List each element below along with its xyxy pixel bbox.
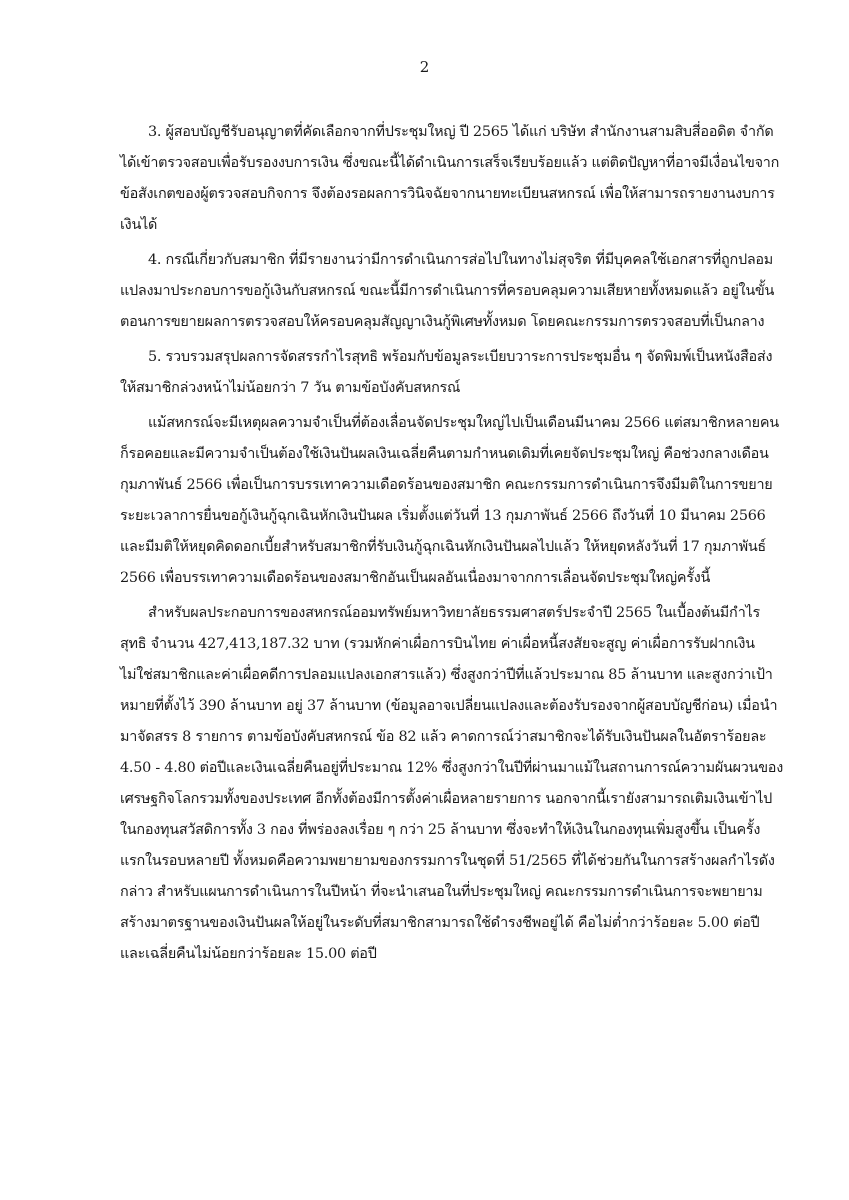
page-number: 2 [419, 58, 430, 76]
paragraph-member-fraud: 4. กรณีเกี่ยวกับสมาชิก ที่มีรายงานว่ามีการดำเนินการส่อไปในทางไม่สุจริต ที่มีบุคคลใช้เอกสารที่ถูกปลอมแปลงมาประกอบการขอกู้เงินกับสหกรณ์ ขณะนี้มีการดำเนินการที่ครอบคลุมความเสียหายทั้งหมดแล้ว อยู่ในขั้นตอนการขยายผลการตรวจสอบให้ครอบคลุมสัญญาเงินกู้พิเศษทั้งหมด โดยคณะกรรมการตรวจสอบที่เป็นกลาง [120, 252, 775, 330]
paragraph-auditor: 3. ผู้สอบบัญชีรับอนุญาตที่คัดเลือกจากที่ประชุมใหญ่ ปี 2565 ได้แก่ บริษัท สำนักงานสามสิบสี่ออดิต จำกัด ได้เข้าตรวจสอบเพื่อรับรองงบการเงิน ซึ่งขณะนี้ได้ดำเนินการเสร็จเรียบร้อยแล้ว แต่ติดปัญหาที่อาจมีเงื่อนไขจากข้อสังเกตของผู้ตรวจสอบกิจการ จึงต้องรอผลการวินิจฉัยจากนายทะเบียนสหกรณ์ เพื่อให้สามารถรายงานงบการเงินได้ [120, 124, 780, 233]
paragraph-meeting-postponement: แม้สหกรณ์จะมีเหตุผลความจำเป็นที่ต้องเลื่อนจัดประชุมใหญ่ไปเป็นเดือนมีนาคม 2566 แต่สมาชิกหลายคนก็รอคอยและมีความจำเป็นต้องใช้เงินปันผลเงินเฉลี่ยคืนตามกำหนดเดิมที่เคยจัดประชุมใหญ่ คือช่วงกลางเดือนกุมภาพันธ์ 2566 เพื่อเป็นการบรรเทาความเดือดร้อนของสมาชิก คณะกรรมการดำเนินการจึงมีมติในการขยายระยะเวลาการยื่นขอกู้เงินกู้ฉุกเฉินหักเงินปันผล เริ่มตั้งแต่วันที่ 13 กุมภาพันธ์ 2566 ถึงวันที่ 10 มีนาคม 2566 และมีมติให้หยุดคิดดอกเบี้ยสำหรับสมาชิกที่รับเงินกู้ฉุกเฉินหักเงินปันผลไปแล้ว ให้หยุดหลังวันที่ 17 กุมภาพันธ์ 2566 เพื่อบรรเทาความเดือดร้อนของสมาชิกอันเป็นผลอันเนื่องมาจากการเลื่อนจัดประชุมใหญ่ครั้งนี้ [120, 415, 779, 586]
paragraph-profit-allocation: 5. รวบรวมสรุปผลการจัดสรรกำไรสุทธิ พร้อมกับข้อมูลระเบียบวาระการประชุมอื่น ๆ จัดพิมพ์เป็นหนังสือส่งให้สมาชิกล่วงหน้าไม่น้อยกว่า 7 วัน ตามข้อบังคับสหกรณ์ [120, 349, 773, 396]
document-body [120, 117, 785, 970]
paragraph-annual-results: สำหรับผลประกอบการของสหกรณ์ออมทรัพย์มหาวิทยาลัยธรรมศาสตร์ประจำปี 2565 ในเบื้องต้นมีกำไรสุทธิ จำนวน 427,413,187.32 บาท (รวมหักค่าเผื่อการบินไทย ค่าเผื่อหนี้สงสัยจะสูญ ค่าเผื่อการรับฝากเงินไม่ใช่สมาชิกและค่าเผื่อคดีการปลอมแปลงเอกสารแล้ว) ซึ่งสูงกว่าปีที่แล้วประมาณ 85 ล้านบาท และสูงกว่าเป้าหมายที่ตั้งไว้ 390 ล้านบาท อยู่ 37 ล้านบาท (ข้อมูลอาจเปลี่ยนแปลงและต้องรับรองจากผู้สอบบัญชีก่อน) เมื่อนำมาจัดสรร 8 รายการ ตามข้อบังคับสหกรณ์ ข้อ 82 แล้ว คาดการณ์ว่าสมาชิกจะได้รับเงินปันผลในอัตราร้อยละ 4.50 - 4.80 ต่อปีและเงินเฉลี่ยคืนอยู่ที่ประมาณ 12% ซึ่งสูงกว่าในปีที่ผ่านมาแม้ในสถานการณ์ความผันผวนของเศรษฐกิจโลกรวมทั้งของประเทศ อีกทั้งต้องมีการตั้งค่าเผื่อหลายรายการ นอกจากนี้เรายังสามารถเติมเงินเข้าไปในกองทุนสวัสดิการทั้ง 3 กอง ที่พร่องลงเรื่อย ๆ กว่า 25 ล้านบาท ซึ่งจะทำให้เงินในกองทุนเพิ่มสูงขึ้น เป็นครั้งแรกในรอบหลายปี ทั้งหมดคือความพยายามของกรรมการในชุดที่ 51/2565 ที่ได้ช่วยกันในการสร้างผลกำไรดังกล่าว สำหรับแผนการดำเนินการในปีหน้า ที่จะนำเสนอในที่ประชุมใหญ่ คณะกรรมการดำเนินการจะพยายามสร้างมาตรฐานของเงินปันผลให้อยู่ในระดับที่สมาชิกสามารถใช้ดำรงชีพอยู่ได้ คือไม่ต่ำกว่าร้อยละ 5.00 ต่อปี และเฉลี่ยคืนไม่น้อยกว่าร้อยละ 15.00 ต่อปี [120, 605, 783, 962]
